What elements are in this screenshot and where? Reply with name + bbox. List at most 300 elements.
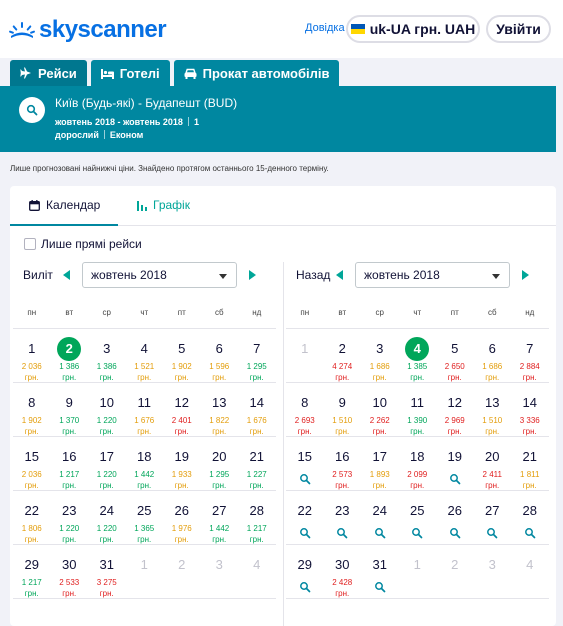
- day-number: 1: [140, 557, 148, 572]
- calendar-day[interactable]: [324, 490, 362, 546]
- weekday-label: чт: [140, 308, 149, 317]
- day-number: 17: [99, 449, 114, 464]
- day-number: 20: [485, 449, 500, 464]
- day-price: 1 220: [96, 470, 117, 479]
- day-price: 1 933: [171, 470, 192, 479]
- day-number: 17: [372, 449, 387, 464]
- weekday-label: пн: [300, 308, 310, 317]
- weekday-label: пт: [450, 308, 459, 317]
- day-number: 11: [137, 395, 151, 410]
- day-price-currency: грн.: [249, 373, 264, 382]
- day-number: 1: [413, 557, 421, 572]
- outbound-month-value: жовтень 2018: [91, 268, 167, 282]
- day-number: 4: [526, 557, 534, 572]
- calendar-day[interactable]: [436, 436, 474, 492]
- chevron-down-icon: [219, 274, 227, 279]
- day-number: 8: [301, 395, 309, 410]
- day-price: 1 442: [134, 470, 155, 479]
- route-title: Київ (Будь-які) - Будапешт (BUD): [55, 96, 238, 110]
- day-price: 1 521: [134, 362, 155, 371]
- calendar-day[interactable]: [51, 436, 89, 492]
- calendar-day[interactable]: [324, 328, 362, 384]
- day-price-currency: грн.: [372, 373, 387, 382]
- calendar-day[interactable]: [511, 490, 549, 546]
- day-number: 1: [28, 341, 36, 356]
- day-price-currency: грн.: [447, 373, 462, 382]
- calendar-day[interactable]: [286, 544, 324, 600]
- calendar-day[interactable]: [13, 328, 51, 384]
- calendar-day[interactable]: [88, 328, 126, 384]
- day-price: 2 262: [369, 416, 390, 425]
- calendar-day-disabled: [201, 544, 239, 600]
- calendar-day[interactable]: [163, 382, 201, 438]
- calendar-day[interactable]: [163, 328, 201, 384]
- calendar-day[interactable]: [13, 490, 51, 546]
- locale-label: uk-UA грн. UAH: [369, 21, 476, 37]
- day-price: 1 295: [246, 362, 267, 371]
- day-number: 10: [372, 395, 387, 410]
- calendar-day[interactable]: [201, 436, 239, 492]
- day-number: 3: [376, 341, 384, 356]
- chevron-down-icon: [492, 274, 500, 279]
- price-disclaimer: Лише прогнозовані найнижчі ціни. Знайдено протягом останнього 15-денного терміну.: [10, 164, 329, 173]
- day-number: 24: [99, 503, 114, 518]
- day-price: 2 969: [444, 416, 465, 425]
- inbound-month-select[interactable]: [355, 262, 510, 288]
- day-price-currency: грн.: [99, 535, 114, 544]
- calendar-day[interactable]: [436, 490, 474, 546]
- day-price-currency: грн.: [522, 373, 537, 382]
- inbound-prev-month-button[interactable]: [336, 270, 343, 280]
- calendar-day[interactable]: [324, 544, 362, 600]
- day-price: 2 573: [332, 470, 353, 479]
- day-price-currency: грн.: [212, 373, 227, 382]
- day-price-currency: грн.: [174, 481, 189, 490]
- day-number: 26: [447, 503, 462, 518]
- day-number: 4: [140, 341, 148, 356]
- day-number: 27: [485, 503, 500, 518]
- ukraine-flag-icon: [351, 24, 365, 34]
- calendar-day[interactable]: [238, 328, 276, 384]
- search-dates: жовтень 2018 - жовтень 2018: [55, 117, 183, 127]
- day-number: 16: [62, 449, 77, 464]
- separator: [104, 130, 105, 139]
- day-price-currency: грн.: [212, 427, 227, 436]
- calendar-day[interactable]: [474, 328, 512, 384]
- search-icon: [411, 527, 423, 539]
- day-price: 1 893: [369, 470, 390, 479]
- day-price-currency: грн.: [62, 535, 77, 544]
- day-price-currency: грн.: [24, 427, 39, 436]
- search-icon: [449, 473, 461, 485]
- calendar-day[interactable]: [286, 436, 324, 492]
- calendar-day-disabled: [511, 544, 549, 600]
- bed-icon: [101, 68, 114, 79]
- day-price: 1 385: [407, 362, 428, 371]
- calendar-day[interactable]: [324, 436, 362, 492]
- day-number: 11: [410, 395, 424, 410]
- calendar-day[interactable]: [361, 490, 399, 546]
- day-number: 20: [212, 449, 227, 464]
- weekday-label: чт: [413, 308, 422, 317]
- day-number: 6: [215, 341, 223, 356]
- passenger-type: дорослий: [55, 130, 99, 140]
- day-price: 1 806: [21, 524, 42, 533]
- day-number: 23: [62, 503, 77, 518]
- calendar-day[interactable]: [126, 382, 164, 438]
- day-price: 1 686: [369, 362, 390, 371]
- day-price-currency: грн.: [137, 427, 152, 436]
- calendar-day[interactable]: [13, 382, 51, 438]
- day-price: 4 274: [332, 362, 353, 371]
- day-price-currency: грн.: [99, 373, 114, 382]
- calendar-day[interactable]: [361, 436, 399, 492]
- calendar-day-disabled: [474, 544, 512, 600]
- day-number: 30: [62, 557, 77, 572]
- day-price: 1 217: [21, 578, 42, 587]
- day-price-currency: грн.: [99, 589, 114, 598]
- search-icon: [26, 104, 38, 116]
- weekday-label: пт: [177, 308, 186, 317]
- weekday-header: [13, 308, 276, 328]
- weekday-label: нд: [252, 308, 262, 317]
- day-price-currency: грн.: [174, 373, 189, 382]
- bar-chart-icon: [137, 200, 147, 211]
- calendar-day[interactable]: [51, 382, 89, 438]
- calendar-day[interactable]: [474, 382, 512, 438]
- calendar-day[interactable]: [163, 436, 201, 492]
- day-number: 7: [526, 341, 534, 356]
- selected-day-number: 4: [405, 337, 429, 361]
- calendar-day[interactable]: [126, 436, 164, 492]
- sunrise-logo-icon: [9, 20, 35, 40]
- tab-calendar[interactable]: [29, 198, 100, 212]
- day-number: 31: [372, 557, 387, 572]
- day-number: 2: [451, 557, 459, 572]
- day-number: 9: [338, 395, 346, 410]
- day-price: 1 510: [332, 416, 353, 425]
- day-price: 3 275: [96, 578, 117, 587]
- car-icon: [184, 68, 197, 79]
- product-tabs: [10, 60, 343, 86]
- day-price-currency: грн.: [24, 535, 39, 544]
- day-number: 2: [338, 341, 346, 356]
- calendar-day[interactable]: [286, 490, 324, 546]
- calendar-day[interactable]: [474, 490, 512, 546]
- day-price: 1 811: [520, 470, 540, 479]
- day-price: 1 676: [134, 416, 155, 425]
- day-price-currency: грн.: [335, 427, 350, 436]
- day-number: 12: [174, 395, 189, 410]
- day-price: 1 217: [59, 470, 80, 479]
- outbound-calendar: [10, 262, 275, 622]
- day-price-currency: грн.: [410, 373, 425, 382]
- day-price: 1 902: [171, 362, 192, 371]
- day-price-currency: грн.: [62, 589, 77, 598]
- inbound-next-month-button[interactable]: [522, 270, 529, 280]
- day-number: 3: [103, 341, 111, 356]
- day-number: 16: [335, 449, 350, 464]
- calendar-day[interactable]: [511, 436, 549, 492]
- calendar-day-disabled: [436, 544, 474, 600]
- direct-flights-toggle[interactable]: [24, 237, 142, 251]
- day-price: 1 510: [482, 416, 503, 425]
- day-number: 10: [99, 395, 114, 410]
- inbound-month-value: жовтень 2018: [364, 268, 440, 282]
- day-price: 1 365: [134, 524, 155, 533]
- search-icon: [524, 527, 536, 539]
- day-number: 13: [212, 395, 227, 410]
- weekday-label: вт: [65, 308, 74, 317]
- logo-wordmark: skyscanner: [39, 16, 167, 43]
- direct-flights-label: Лише прямі рейси: [41, 237, 142, 251]
- day-price-currency: грн.: [410, 427, 425, 436]
- day-price-currency: грн.: [137, 373, 152, 382]
- day-number: 26: [174, 503, 189, 518]
- tab-graph-label: Графік: [153, 198, 190, 212]
- day-price-currency: грн.: [62, 427, 77, 436]
- calendar-day[interactable]: [511, 328, 549, 384]
- weekday-label: ср: [375, 308, 384, 317]
- outbound-month-select[interactable]: [82, 262, 237, 288]
- day-number: 21: [249, 449, 264, 464]
- calendar-day[interactable]: [238, 436, 276, 492]
- day-number: 25: [137, 503, 152, 518]
- day-price: 1 976: [171, 524, 192, 533]
- calendar-day[interactable]: [88, 436, 126, 492]
- day-price: 2 533: [59, 578, 80, 587]
- calendar-day[interactable]: [201, 328, 239, 384]
- day-number: 8: [28, 395, 36, 410]
- day-price: 1 227: [246, 470, 267, 479]
- calendar-day[interactable]: [238, 490, 276, 546]
- calendar-day[interactable]: [201, 382, 239, 438]
- calendar-day[interactable]: [324, 382, 362, 438]
- calendar-day[interactable]: [13, 544, 51, 600]
- weekday-label: пн: [27, 308, 37, 317]
- day-price: 1 217: [246, 524, 267, 533]
- day-number: 30: [335, 557, 350, 572]
- weekday-label: сб: [214, 308, 224, 317]
- weekday-label: нд: [525, 308, 535, 317]
- calendar-day[interactable]: [436, 382, 474, 438]
- calendar-panel: [10, 186, 556, 626]
- day-number: 25: [410, 503, 425, 518]
- search-icon: [374, 527, 386, 539]
- day-price-currency: грн.: [372, 481, 387, 490]
- calendar-day[interactable]: [51, 328, 89, 384]
- search-icon: [374, 581, 386, 593]
- day-price-currency: грн.: [24, 481, 39, 490]
- day-price: 3 336: [519, 416, 540, 425]
- tab-graph[interactable]: [137, 198, 190, 212]
- calendar-day-disabled: [286, 328, 324, 384]
- calendar-day[interactable]: [399, 328, 437, 384]
- tab-hotels-label: Готелі: [119, 65, 160, 81]
- day-price-currency: грн.: [99, 427, 114, 436]
- day-price: 1 390: [407, 416, 428, 425]
- calendar-day[interactable]: [286, 382, 324, 438]
- calendar-day[interactable]: [201, 490, 239, 546]
- calendar-day[interactable]: [361, 544, 399, 600]
- separator: [188, 117, 189, 126]
- day-price: 1 295: [209, 470, 230, 479]
- day-number: 21: [522, 449, 537, 464]
- day-price-currency: грн.: [249, 535, 264, 544]
- outbound-prev-month-button[interactable]: [63, 270, 70, 280]
- calendar-day[interactable]: [88, 490, 126, 546]
- day-price-currency: грн.: [62, 481, 77, 490]
- day-price: 1 442: [209, 524, 230, 533]
- calendar-icon: [29, 200, 40, 211]
- tab-hotels[interactable]: [91, 60, 170, 86]
- day-number: 28: [522, 503, 537, 518]
- locale-currency-button[interactable]: [346, 15, 480, 43]
- inbound-label: Назад: [296, 268, 331, 282]
- calendar-day[interactable]: [51, 544, 89, 600]
- day-price-currency: грн.: [410, 481, 425, 490]
- weekday-header: [286, 308, 549, 328]
- day-price-currency: грн.: [335, 589, 350, 598]
- view-tabs: [10, 186, 556, 226]
- calendar-day[interactable]: [474, 436, 512, 492]
- day-price: 2 036: [21, 362, 42, 371]
- day-price-currency: грн.: [372, 427, 387, 436]
- inbound-calendar: [283, 262, 548, 622]
- day-price: 1 386: [59, 362, 80, 371]
- calendar-day-disabled: [126, 544, 164, 600]
- day-price-currency: грн.: [212, 481, 227, 490]
- weekday-label: ср: [102, 308, 111, 317]
- calendar-day[interactable]: [13, 436, 51, 492]
- day-price-currency: грн.: [447, 427, 462, 436]
- search-icon: [449, 527, 461, 539]
- calendar-day[interactable]: [361, 382, 399, 438]
- search-icon: [299, 581, 311, 593]
- calendar-day[interactable]: [126, 490, 164, 546]
- day-price-currency: грн.: [249, 481, 264, 490]
- calendar-day-disabled: [163, 544, 201, 600]
- calendar-day[interactable]: [361, 328, 399, 384]
- day-price-currency: грн.: [62, 373, 77, 382]
- passenger-count: 1: [193, 117, 199, 127]
- day-number: 31: [99, 557, 114, 572]
- day-price-currency: грн.: [249, 427, 264, 436]
- calendar-day[interactable]: [238, 382, 276, 438]
- day-price-currency: грн.: [522, 427, 537, 436]
- calendar-day[interactable]: [88, 544, 126, 600]
- day-price-currency: грн.: [99, 481, 114, 490]
- day-number: 19: [174, 449, 189, 464]
- calendar-day[interactable]: [399, 490, 437, 546]
- calendar-day[interactable]: [126, 328, 164, 384]
- day-number: 7: [253, 341, 261, 356]
- day-number: 14: [249, 395, 264, 410]
- day-price-currency: грн.: [485, 373, 500, 382]
- plane-icon: [20, 67, 32, 79]
- day-number: 23: [335, 503, 350, 518]
- day-price-currency: грн.: [24, 373, 39, 382]
- login-button[interactable]: Увійти: [486, 15, 551, 43]
- search-summary-band[interactable]: [0, 86, 556, 152]
- skyscanner-logo[interactable]: [9, 16, 166, 44]
- day-number: 3: [215, 557, 223, 572]
- tab-flights[interactable]: [10, 60, 87, 86]
- day-number: 19: [447, 449, 462, 464]
- day-number: 29: [297, 557, 312, 572]
- day-price-currency: грн.: [335, 373, 350, 382]
- day-number: 28: [249, 503, 264, 518]
- day-price: 2 411: [482, 470, 502, 479]
- weekday-label: сб: [487, 308, 497, 317]
- tab-car-hire[interactable]: [174, 60, 340, 86]
- day-price-currency: грн.: [137, 481, 152, 490]
- calendar-day[interactable]: [436, 328, 474, 384]
- edit-search-button[interactable]: [19, 97, 45, 123]
- day-price: 2 036: [21, 470, 42, 479]
- day-price: 1 220: [96, 416, 117, 425]
- day-price: 1 220: [59, 524, 80, 533]
- day-price: 1 686: [482, 362, 503, 371]
- calendar-day[interactable]: [88, 382, 126, 438]
- calendar-day[interactable]: [163, 490, 201, 546]
- search-details: [55, 116, 199, 142]
- day-price: 2 650: [444, 362, 465, 371]
- outbound-next-month-button[interactable]: [249, 270, 256, 280]
- calendar-day[interactable]: [399, 436, 437, 492]
- day-price: 1 220: [96, 524, 117, 533]
- active-tab-indicator: [10, 224, 118, 226]
- day-number: 14: [522, 395, 537, 410]
- inbound-month-nav: [296, 262, 546, 288]
- search-icon: [299, 527, 311, 539]
- day-price: 1 596: [209, 362, 230, 371]
- calendar-day[interactable]: [511, 382, 549, 438]
- direct-flights-checkbox[interactable]: [24, 238, 36, 250]
- outbound-label: Виліт: [23, 268, 53, 282]
- day-price-currency: грн.: [137, 535, 152, 544]
- day-price-currency: грн.: [24, 589, 39, 598]
- day-price-currency: грн.: [485, 481, 500, 490]
- day-number: 2: [178, 557, 186, 572]
- search-icon: [299, 473, 311, 485]
- calendar-day-disabled: [399, 544, 437, 600]
- tab-calendar-label: Календар: [46, 198, 101, 212]
- help-link[interactable]: Довідка: [305, 22, 345, 34]
- day-price-currency: грн.: [522, 481, 537, 490]
- day-price: 2 401: [171, 416, 192, 425]
- day-number: 18: [410, 449, 425, 464]
- day-number: 9: [65, 395, 73, 410]
- day-number: 12: [447, 395, 462, 410]
- weekday-label: вт: [338, 308, 347, 317]
- day-number: 22: [24, 503, 39, 518]
- day-number: 6: [488, 341, 496, 356]
- day-price: 2 884: [519, 362, 540, 371]
- calendar-day[interactable]: [399, 382, 437, 438]
- search-icon: [486, 527, 498, 539]
- search-icon: [336, 527, 348, 539]
- day-number: 13: [485, 395, 500, 410]
- day-price: 2 099: [407, 470, 428, 479]
- calendar-day[interactable]: [51, 490, 89, 546]
- day-price-currency: грн.: [212, 535, 227, 544]
- day-price: 1 676: [246, 416, 267, 425]
- day-price-currency: грн.: [174, 427, 189, 436]
- selected-day-number: 2: [57, 337, 81, 361]
- day-price: 1 902: [21, 416, 42, 425]
- cabin-class: Економ: [109, 130, 144, 140]
